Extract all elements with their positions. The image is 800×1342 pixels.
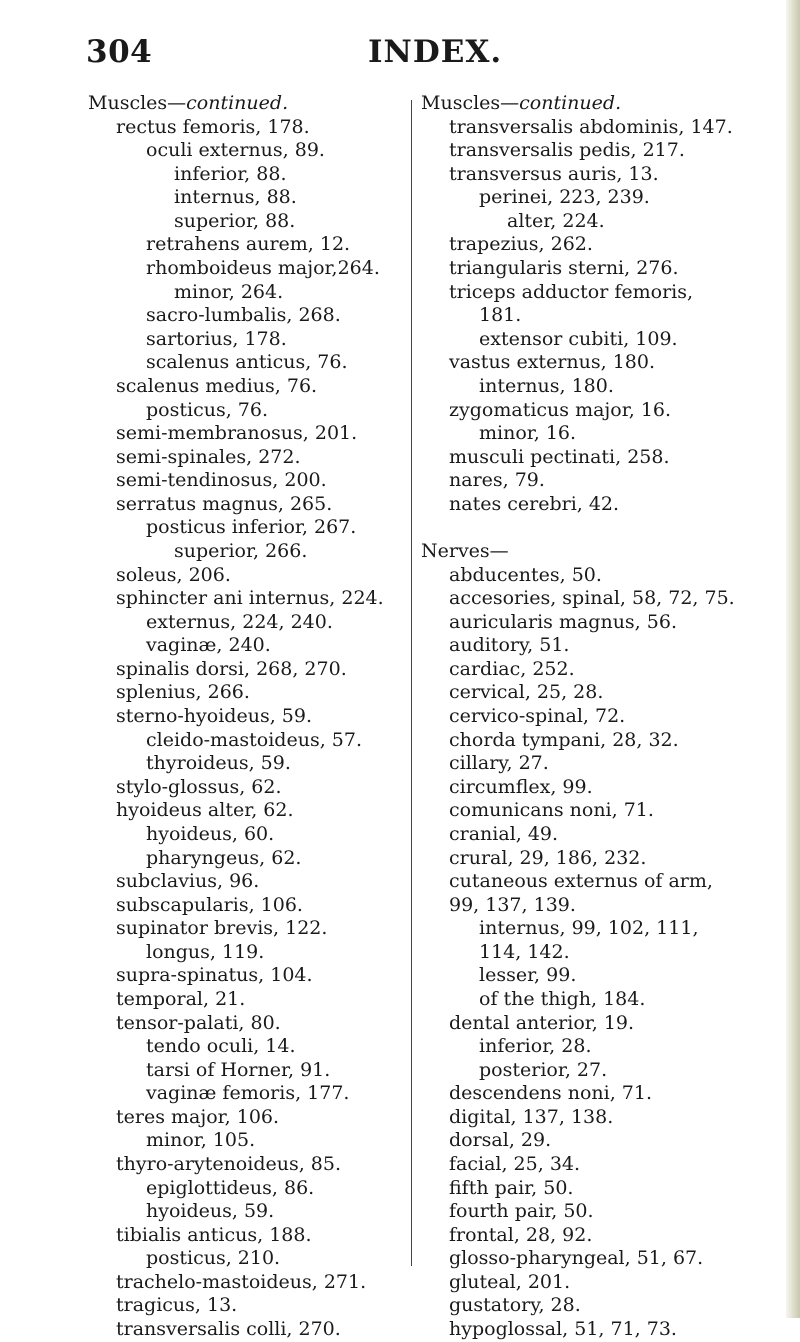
index-entry-text: transversalis abdominis, 147. <box>449 115 733 138</box>
index-heading <box>88 92 418 116</box>
index-entry <box>88 823 418 847</box>
index-entry <box>88 729 418 753</box>
index-entry-text: sterno-hyoideus, 59. <box>116 705 312 728</box>
index-entry <box>88 752 418 776</box>
index-entry <box>88 847 418 871</box>
index-entry <box>421 139 761 163</box>
index-entry <box>88 469 418 493</box>
index-entry-text: dorsal, 29. <box>449 1129 552 1152</box>
index-entry-text: minor, 264. <box>174 280 284 303</box>
index-entry <box>88 493 418 517</box>
index-entry <box>421 1082 761 1106</box>
index-entry <box>421 870 761 894</box>
index-entry-text: scalenus anticus, 76. <box>146 351 348 374</box>
index-entry-text: trachelo-mastoideus, 271. <box>116 1270 367 1293</box>
index-entry-text: transversalis pedis, 217. <box>449 139 685 162</box>
index-heading <box>421 540 761 564</box>
index-entry-text: oculi externus, 89. <box>146 139 325 162</box>
index-entry <box>88 1200 418 1224</box>
index-entry-text: Muscles— <box>421 92 520 114</box>
index-entry <box>88 516 418 540</box>
index-entry <box>88 705 418 729</box>
index-entry <box>421 469 761 493</box>
index-entry <box>421 729 761 753</box>
index-entry-text: sacro-lumbalis, 268. <box>146 304 341 327</box>
index-entry-text: semi-spinales, 272. <box>116 445 301 468</box>
index-entry-text: accesories, spinal, 58, 72, 75. <box>449 587 735 610</box>
index-entry <box>421 1224 761 1248</box>
index-entry <box>421 1318 761 1342</box>
index-entry-text: nares, 79. <box>449 469 545 492</box>
index-entry <box>88 1035 418 1059</box>
index-heading <box>421 92 761 116</box>
index-entry <box>88 1012 418 1036</box>
index-entry-text: chorda tympani, 28, 32. <box>449 728 679 751</box>
index-entry-text: hyoideus, 60. <box>146 822 275 845</box>
index-entry-text: gustatory, 28. <box>449 1294 581 1317</box>
index-entry <box>88 399 418 423</box>
index-entry-text: superior, 266. <box>174 539 308 562</box>
index-entry <box>421 375 761 399</box>
index-entry <box>88 681 418 705</box>
index-entry <box>421 658 761 682</box>
index-entry <box>421 1035 761 1059</box>
index-entry <box>88 1129 418 1153</box>
index-entry-text: facial, 25, 34. <box>449 1153 581 1176</box>
index-entry-text: circumflex, 99. <box>449 775 593 798</box>
index-entry <box>421 1129 761 1153</box>
index-entry-text: tensor-palati, 80. <box>116 1011 281 1034</box>
index-entry-text: of the thigh, 184. <box>479 987 646 1010</box>
index-entry <box>88 233 418 257</box>
index-entry-text: nates cerebri, 42. <box>449 492 620 515</box>
index-entry <box>88 186 418 210</box>
index-entry-text: posticus, 76. <box>146 398 268 421</box>
index-entry-text: auditory, 51. <box>449 634 570 657</box>
index-entry-text: vastus externus, 180. <box>449 351 656 374</box>
index-entry <box>421 446 761 470</box>
index-entry <box>88 328 418 352</box>
index-entry <box>88 1059 418 1083</box>
index-entry <box>88 1247 418 1271</box>
index-entry-text: digital, 137, 138. <box>449 1105 614 1128</box>
index-entry <box>421 823 761 847</box>
continued-label: continued. <box>186 92 289 114</box>
index-entry <box>421 799 761 823</box>
index-entry-text: internus, 180. <box>479 374 614 397</box>
index-entry-text: supra-spinatus, 104. <box>116 964 313 987</box>
index-entry <box>88 422 418 446</box>
index-entry-text: Nerves— <box>421 539 509 562</box>
index-entry <box>421 1153 761 1177</box>
index-entry <box>421 705 761 729</box>
index-entry-text: cervical, 25, 28. <box>449 681 604 704</box>
index-entry <box>88 1153 418 1177</box>
index-entry <box>421 894 761 918</box>
index-entry <box>88 611 418 635</box>
index-entry <box>88 210 418 234</box>
index-entry <box>88 1177 418 1201</box>
index-entry-text: temporal, 21. <box>116 987 246 1010</box>
index-entry <box>88 446 418 470</box>
index-entry <box>88 351 418 375</box>
index-entry <box>421 681 761 705</box>
index-entry-text: epiglottideus, 86. <box>146 1176 315 1199</box>
index-entry-text: splenius, 266. <box>116 681 250 704</box>
index-entry <box>88 564 418 588</box>
index-column-left <box>88 92 418 1342</box>
index-entry-text: longus, 119. <box>146 940 265 963</box>
index-entry-text: cleido-mastoideus, 57. <box>146 728 362 751</box>
index-entry <box>421 917 761 941</box>
index-entry-text: internus, 99, 102, 111, <box>479 917 699 940</box>
index-entry-text: rectus femoris, 178. <box>116 115 310 138</box>
index-entry-text: supinator brevis, 122. <box>116 917 328 940</box>
index-entry-text: scalenus medius, 76. <box>116 374 318 397</box>
page-number: 304 <box>86 34 153 70</box>
index-entry-text: zygomaticus major, 16. <box>449 398 672 421</box>
index-entry-text: externus, 224, 240. <box>146 610 333 633</box>
index-entry <box>88 1318 418 1342</box>
page-edge <box>786 0 800 1318</box>
index-entry-text: frontal, 28, 92. <box>449 1223 593 1246</box>
index-entry <box>88 964 418 988</box>
index-entry-text: internus, 88. <box>174 186 297 209</box>
index-entry-text: superior, 88. <box>174 209 296 232</box>
index-entry-text: semi-membranosus, 201. <box>116 422 358 445</box>
index-entry <box>88 917 418 941</box>
index-entry-text: 181. <box>479 304 522 327</box>
index-entry <box>88 1271 418 1295</box>
index-entry-text: transversus auris, 13. <box>449 162 659 185</box>
index-entry <box>421 210 761 234</box>
index-entry <box>421 634 761 658</box>
index-entry-text: posticus inferior, 267. <box>146 516 357 539</box>
index-entry <box>88 941 418 965</box>
index-entry-text: subscapularis, 106. <box>116 893 303 916</box>
index-entry-text: gluteal, 201. <box>449 1270 571 1293</box>
index-entry-text: cillary, 27. <box>449 752 549 775</box>
index-entry-text: semi-tendinosus, 200. <box>116 469 327 492</box>
index-entry-text: hypoglossal, 51, 71, 73. <box>449 1318 677 1341</box>
index-entry-text: triceps adductor femoris, <box>449 280 694 303</box>
index-entry-text: rhomboideus major,264. <box>146 257 380 280</box>
index-entry-text: tibialis anticus, 188. <box>116 1223 312 1246</box>
index-entry <box>88 257 418 281</box>
index-entry-text: hyoideus alter, 62. <box>116 799 294 822</box>
index-entry <box>88 634 418 658</box>
index-entry <box>88 281 418 305</box>
index-entry <box>421 1271 761 1295</box>
index-entry <box>421 304 761 328</box>
index-entry <box>88 1224 418 1248</box>
blank-line <box>421 516 761 540</box>
index-entry <box>88 116 418 140</box>
running-head-title: INDEX. <box>368 34 503 70</box>
index-entry <box>88 894 418 918</box>
index-entry-text: transversalis colli, 270. <box>116 1318 341 1341</box>
index-entry-text: inferior, 28. <box>479 1035 592 1058</box>
index-entry <box>421 611 761 635</box>
index-entry-text: spinalis dorsi, 268, 270. <box>116 657 347 680</box>
index-entry-text: triangularis sterni, 276. <box>449 257 679 280</box>
index-entry-text: serratus magnus, 265. <box>116 492 333 515</box>
index-entry <box>88 1106 418 1130</box>
index-entry <box>88 1294 418 1318</box>
index-entry <box>421 941 761 965</box>
index-entry-text: hyoideus, 59. <box>146 1200 275 1223</box>
index-entry <box>88 304 418 328</box>
index-entry <box>88 1082 418 1106</box>
index-entry <box>88 163 418 187</box>
index-entry <box>421 1106 761 1130</box>
index-entry <box>421 988 761 1012</box>
index-entry <box>421 116 761 140</box>
index-entry-text: perinei, 223, 239. <box>479 186 650 209</box>
index-entry <box>421 422 761 446</box>
index-entry-text: thyro-arytenoideus, 85. <box>116 1153 342 1176</box>
index-entry <box>88 139 418 163</box>
index-entry-text: tarsi of Horner, 91. <box>146 1058 331 1081</box>
index-entry-text: Muscles— <box>88 92 187 114</box>
index-entry <box>421 163 761 187</box>
index-entry <box>88 988 418 1012</box>
index-entry-text: abducentes, 50. <box>449 563 602 586</box>
index-entry <box>421 1200 761 1224</box>
index-entry <box>421 1247 761 1271</box>
index-entry <box>88 587 418 611</box>
index-entry-text: inferior, 88. <box>174 162 287 185</box>
index-entry-text: fifth pair, 50. <box>449 1176 574 1199</box>
index-entry-text: posterior, 27. <box>479 1058 608 1081</box>
index-entry-text: vaginæ femoris, 177. <box>146 1082 350 1105</box>
index-entry-text: pharyngeus, 62. <box>146 846 302 869</box>
index-entry <box>421 1012 761 1036</box>
index-entry-text: musculi pectinati, 258. <box>449 445 670 468</box>
index-entry <box>421 328 761 352</box>
index-entry <box>421 964 761 988</box>
index-entry <box>421 399 761 423</box>
index-entry <box>88 870 418 894</box>
index-entry-text: subclavius, 96. <box>116 870 260 893</box>
index-entry-text: 114, 142. <box>479 940 570 963</box>
index-entry <box>88 540 418 564</box>
index-entry <box>421 281 761 305</box>
index-entry-text: comunicans noni, 71. <box>449 799 654 822</box>
index-entry-text: soleus, 206. <box>116 563 231 586</box>
index-entry <box>88 375 418 399</box>
index-entry <box>421 587 761 611</box>
index-entry-text: auricularis magnus, 56. <box>449 610 677 633</box>
index-entry-text: stylo-glossus, 62. <box>116 775 282 798</box>
index-entry-text: fourth pair, 50. <box>449 1200 594 1223</box>
index-entry-text: teres major, 106. <box>116 1105 280 1128</box>
index-entry-text: trapezius, 262. <box>449 233 593 256</box>
index-entry-text: retrahens aurem, 12. <box>146 233 351 256</box>
index-entry-text: lesser, 99. <box>479 964 577 987</box>
column-divider <box>411 100 412 1266</box>
index-entry <box>421 564 761 588</box>
index-entry-text: posticus, 210. <box>146 1247 281 1270</box>
index-entry <box>421 233 761 257</box>
index-entry <box>421 1059 761 1083</box>
index-entry <box>88 658 418 682</box>
index-entry-text: dental anterior, 19. <box>449 1011 635 1034</box>
index-entry <box>421 257 761 281</box>
index-entry-text: cardiac, 252. <box>449 657 575 680</box>
index-entry-text: crural, 29, 186, 232. <box>449 846 647 869</box>
index-entry-text: extensor cubiti, 109. <box>479 327 678 350</box>
index-entry <box>421 1177 761 1201</box>
index-entry-text: sartorius, 178. <box>146 327 287 350</box>
index-entry-text: thyroideus, 59. <box>146 752 291 775</box>
index-entry-text: cervico-spinal, 72. <box>449 705 626 728</box>
index-entry-text: tendo oculi, 14. <box>146 1035 296 1058</box>
index-entry <box>421 776 761 800</box>
index-entry <box>421 351 761 375</box>
index-entry <box>88 776 418 800</box>
index-entry <box>421 186 761 210</box>
index-entry <box>421 493 761 517</box>
index-entry-text: descendens noni, 71. <box>449 1082 652 1105</box>
index-entry <box>421 1294 761 1318</box>
index-entry-text: cutaneous externus of arm, <box>449 870 713 893</box>
index-entry <box>421 752 761 776</box>
index-entry-text: cranial, 49. <box>449 822 559 845</box>
index-entry <box>421 847 761 871</box>
index-entry-text: vaginæ, 240. <box>146 634 271 657</box>
index-entry-text: minor, 16. <box>479 422 577 445</box>
index-entry-text: alter, 224. <box>507 209 605 232</box>
index-entry-text: tragicus, 13. <box>116 1294 238 1317</box>
continued-label: continued. <box>519 92 622 114</box>
index-entry <box>88 799 418 823</box>
index-entry-text: sphincter ani internus, 224. <box>116 587 384 610</box>
index-entry-text: 99, 137, 139. <box>449 893 576 916</box>
index-column-right <box>421 92 761 1342</box>
index-entry-text: glosso-pharyngeal, 51, 67. <box>449 1247 704 1270</box>
index-entry-text: minor, 105. <box>146 1129 256 1152</box>
